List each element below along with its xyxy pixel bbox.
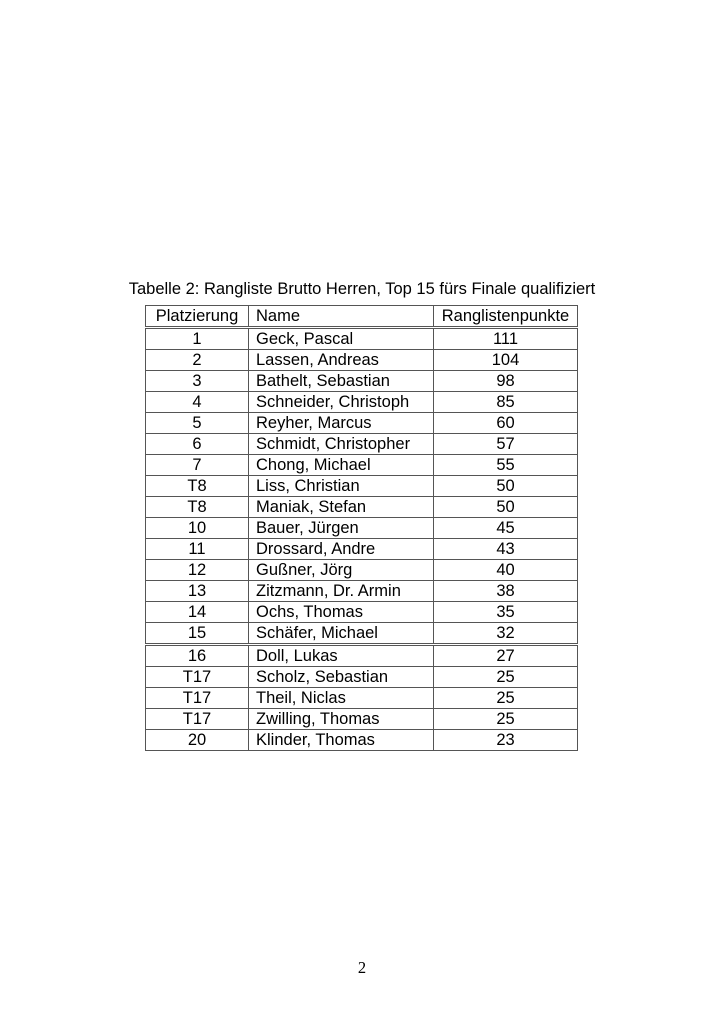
cell-place: 4	[146, 392, 249, 413]
cell-place: T8	[146, 476, 249, 497]
cell-name: Liss, Christian	[249, 476, 434, 497]
table-row	[146, 413, 578, 434]
table-row	[146, 709, 578, 730]
cell-place: T17	[146, 688, 249, 709]
table-row	[146, 645, 578, 667]
table-caption: Tabelle 2: Rangliste Brutto Herren, Top 15 fürs Finale qualifiziert	[128, 280, 596, 298]
cell-points: 23	[434, 730, 578, 751]
cell-place: 2	[146, 350, 249, 371]
cell-points: 98	[434, 371, 578, 392]
cell-place: 16	[146, 645, 249, 667]
table-row	[146, 581, 578, 602]
cell-place: 12	[146, 560, 249, 581]
table-row	[146, 602, 578, 623]
page-number: 2	[357, 958, 367, 977]
cell-place: 14	[146, 602, 249, 623]
cell-name: Klinder, Thomas	[249, 730, 434, 751]
cell-name: Zwilling, Thomas	[249, 709, 434, 730]
table-row	[146, 350, 578, 371]
table-row	[146, 539, 578, 560]
cell-place: 1	[146, 328, 249, 350]
cell-name: Drossard, Andre	[249, 539, 434, 560]
cell-name: Gußner, Jörg	[249, 560, 434, 581]
table-row	[146, 434, 578, 455]
cell-name: Schmidt, Christopher	[249, 434, 434, 455]
cell-place: T8	[146, 497, 249, 518]
cell-points: 32	[434, 623, 578, 645]
cell-points: 25	[434, 688, 578, 709]
table-row	[146, 688, 578, 709]
cell-name: Zitzmann, Dr. Armin	[249, 581, 434, 602]
cell-place: 13	[146, 581, 249, 602]
table-row	[146, 623, 578, 645]
cell-place: T17	[146, 667, 249, 688]
table-row	[146, 730, 578, 751]
table-row	[146, 497, 578, 518]
header-name: Name	[249, 306, 434, 328]
cell-place: 5	[146, 413, 249, 434]
cell-place: T17	[146, 709, 249, 730]
table-row	[146, 392, 578, 413]
cell-name: Geck, Pascal	[249, 328, 434, 350]
table-row	[146, 371, 578, 392]
cell-name: Theil, Niclas	[249, 688, 434, 709]
cell-place: 15	[146, 623, 249, 645]
cell-points: 50	[434, 476, 578, 497]
cell-place: 7	[146, 455, 249, 476]
cell-points: 111	[434, 328, 578, 350]
cell-place: 3	[146, 371, 249, 392]
cell-points: 50	[434, 497, 578, 518]
cell-name: Bathelt, Sebastian	[249, 371, 434, 392]
table-row	[146, 518, 578, 539]
cell-place: 11	[146, 539, 249, 560]
cell-name: Maniak, Stefan	[249, 497, 434, 518]
cell-points: 25	[434, 709, 578, 730]
table-row	[146, 455, 578, 476]
cell-points: 43	[434, 539, 578, 560]
cell-name: Scholz, Sebastian	[249, 667, 434, 688]
cell-points: 55	[434, 455, 578, 476]
cell-points: 104	[434, 350, 578, 371]
cell-name: Lassen, Andreas	[249, 350, 434, 371]
cell-place: 6	[146, 434, 249, 455]
cell-name: Schneider, Christoph	[249, 392, 434, 413]
cell-points: 45	[434, 518, 578, 539]
cell-name: Chong, Michael	[249, 455, 434, 476]
cell-name: Bauer, Jürgen	[249, 518, 434, 539]
table-row	[146, 560, 578, 581]
cell-points: 40	[434, 560, 578, 581]
table-row	[146, 476, 578, 497]
cell-name: Reyher, Marcus	[249, 413, 434, 434]
cell-points: 57	[434, 434, 578, 455]
cell-points: 85	[434, 392, 578, 413]
cell-points: 60	[434, 413, 578, 434]
table-row	[146, 328, 578, 350]
cell-name: Doll, Lukas	[249, 645, 434, 667]
header-points: Ranglistenpunkte	[434, 306, 578, 328]
qualified-group	[146, 328, 578, 645]
header-place: Platzierung	[146, 306, 249, 328]
cell-points: 25	[434, 667, 578, 688]
ranking-table	[145, 305, 578, 751]
header-row	[146, 306, 578, 328]
cell-place: 20	[146, 730, 249, 751]
cell-name: Schäfer, Michael	[249, 623, 434, 645]
others-group	[146, 645, 578, 751]
cell-place: 10	[146, 518, 249, 539]
table-header	[146, 306, 578, 328]
cell-name: Ochs, Thomas	[249, 602, 434, 623]
cell-points: 35	[434, 602, 578, 623]
cell-points: 27	[434, 645, 578, 667]
table-row	[146, 667, 578, 688]
cell-points: 38	[434, 581, 578, 602]
